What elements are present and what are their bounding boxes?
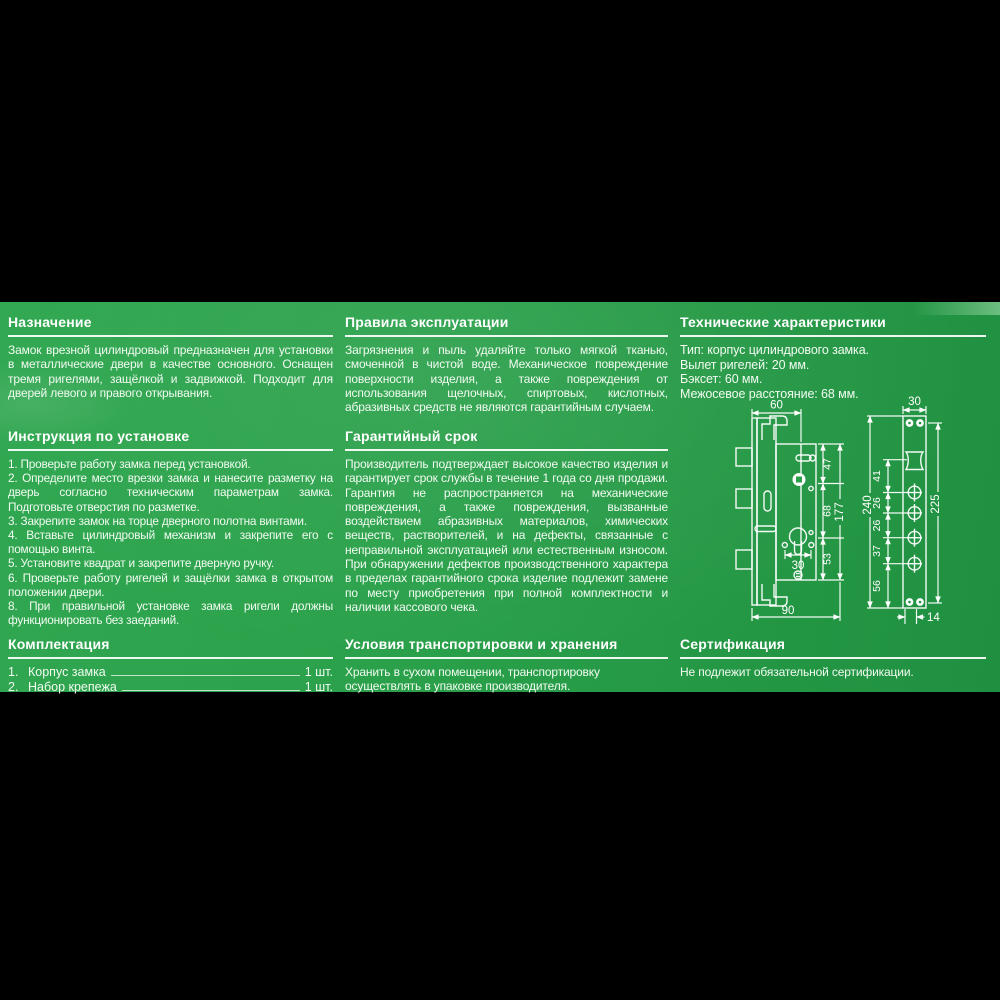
item-quantity: 1 шт. [304, 680, 333, 694]
leader-line [111, 674, 300, 676]
deadbolt [736, 550, 752, 569]
section-title: Сертификация [680, 636, 786, 652]
faceplate-drawing [863, 393, 1000, 643]
section-divider [8, 335, 333, 337]
section-contents [8, 636, 333, 695]
slot [755, 526, 776, 532]
section-transport-storage [345, 636, 668, 694]
green-label-panel [0, 302, 1000, 692]
instruction-step: 6. Проверьте работу ригелей и защёлки замка в открытом положении двери. [8, 570, 333, 599]
item-name: Корпус замка [28, 665, 106, 679]
dim-label-seg-bottom: 53 [821, 553, 834, 565]
lock-body-drawing [733, 398, 865, 638]
dim-label-top-width: 60 [770, 399, 783, 412]
section-divider [680, 657, 986, 659]
latch-lever-top [762, 416, 787, 440]
dim-label-seg2: 26 [871, 497, 883, 509]
dim-label-seg1: 41 [871, 470, 883, 482]
section-divider [8, 657, 333, 659]
dim-label-seg3: 26 [871, 519, 883, 532]
dim-label-cylinder-width: 30 [791, 560, 805, 572]
dim-label-seg4: 37 [871, 545, 883, 557]
section-body: Замок врезной цилиндровый предназначен для установки в металлические двери в качестве основного. Оснащен тремя ригелями, защёлкой и задвижкой. Подходит для дверей левого и правого открывания. [8, 343, 333, 400]
dim-label-height-total: 240 [862, 495, 874, 515]
section-title: Правила эксплуатации [345, 314, 509, 330]
dim-label-seg-mid: 68 [821, 505, 834, 517]
section-title: Технические характеристики [680, 314, 886, 330]
section-body: Не подлежит обязательной сертификации. [680, 665, 914, 679]
item-quantity: 1 шт. [304, 665, 333, 679]
faceplate-edge [752, 418, 757, 605]
section-body: Производитель подтверждает высокое качество изделия и гарантирует срок службы в течение 1 года со дня продажи. Гарантия не распространяется на механические повреждения, а также повреждения, вызванные воздействием абразивных материалов, химических веществ, растворителей, и на дефекты, связанные с неправильной эксплуатацией или естественным износом. При обнаружении дефектов производственного характера в пределах гарантийного срока изделие подлежит замене по месту приобретения при полной комплектности и наличии кассового чека. [345, 457, 668, 614]
screw-hole [907, 420, 912, 425]
deadbolt [736, 448, 752, 466]
follower-slot [796, 455, 811, 461]
dim-label-seg5: 56 [871, 580, 883, 592]
section-body: Загрязнения и пыль удаляйте только мягкой тканью, смоченной в чистой воде. Механическое повреждение поверхности изделия, а также повреждения от использования щелочных, спиртовых, кислотных, абразивных средств не являются гарантийным случаем. [345, 343, 668, 415]
instruction-step: 8. При правильной установке замка ригели должны функционировать без заеданий. [8, 599, 333, 628]
contents-row [8, 680, 333, 695]
screw-hole [917, 420, 922, 425]
slot [764, 491, 771, 511]
contents-row [8, 665, 333, 680]
cylinder-hole [790, 528, 807, 545]
instruction-step: 2. Определите место врезки замка и нанесите разметку на дверь согласно техническим параметрам замка. Подготовьте отверстия по разметке. [8, 471, 333, 514]
spindle-square [796, 477, 802, 483]
section-warranty [345, 428, 668, 614]
dim-label-bottom-width: 90 [781, 605, 795, 617]
section-divider [8, 449, 333, 451]
section-divider [345, 449, 668, 451]
instruction-step: 1. Проверьте работу замка перед установкой. [8, 457, 251, 471]
spec-line: Тип: корпус цилиндрового замка. [680, 343, 869, 357]
instruction-step: 5. Установите квадрат и закрепите дверную ручку. [8, 556, 274, 571]
section-body: Хранить в сухом помещении, транспортировку осуществлять в упаковке производителя. [345, 665, 600, 694]
dim-label-top-width: 30 [908, 396, 921, 408]
section-divider [345, 335, 668, 337]
instruction-step: 3. Закрепите замок на торце дверного полотна винтами. [8, 513, 307, 528]
section-title: Комплектация [8, 636, 110, 652]
spec-line: Вылет ригелей: 20 мм. [680, 357, 810, 372]
screw-hole [907, 599, 912, 604]
screw-hole [917, 599, 922, 604]
item-number: 1. [8, 665, 19, 679]
spec-line: Межосевое расстояние: 68 мм. [680, 386, 859, 401]
section-title: Назначение [8, 314, 92, 330]
dim-label-bottom-width: 14 [927, 612, 940, 624]
section-operation-rules [345, 314, 668, 414]
latch-lever-bottom [762, 584, 787, 606]
section-title: Гарантийный срок [345, 428, 478, 444]
dim-label-height-total: 177 [834, 502, 846, 522]
dim-label-seg-top: 47 [821, 458, 834, 470]
latch-cutout [906, 452, 923, 470]
leader-line [122, 689, 300, 691]
deadbolt [736, 489, 752, 508]
section-divider [345, 657, 668, 659]
spec-line: Бэксет: 60 мм. [680, 372, 763, 386]
section-divider [680, 335, 986, 337]
section-title: Инструкция по установке [8, 428, 190, 444]
dim-label-height-right: 225 [930, 494, 942, 514]
section-installation [8, 428, 333, 627]
item-number: 2. [8, 680, 19, 694]
section-purpose [8, 314, 333, 400]
item-name: Набор крепежа [28, 680, 117, 694]
section-specs [680, 314, 986, 401]
instruction-step: 4. Вставьте цилиндровый механизм и закрепите его с помощью винта. [8, 528, 333, 557]
section-title: Условия транспортировки и хранения [345, 636, 618, 652]
